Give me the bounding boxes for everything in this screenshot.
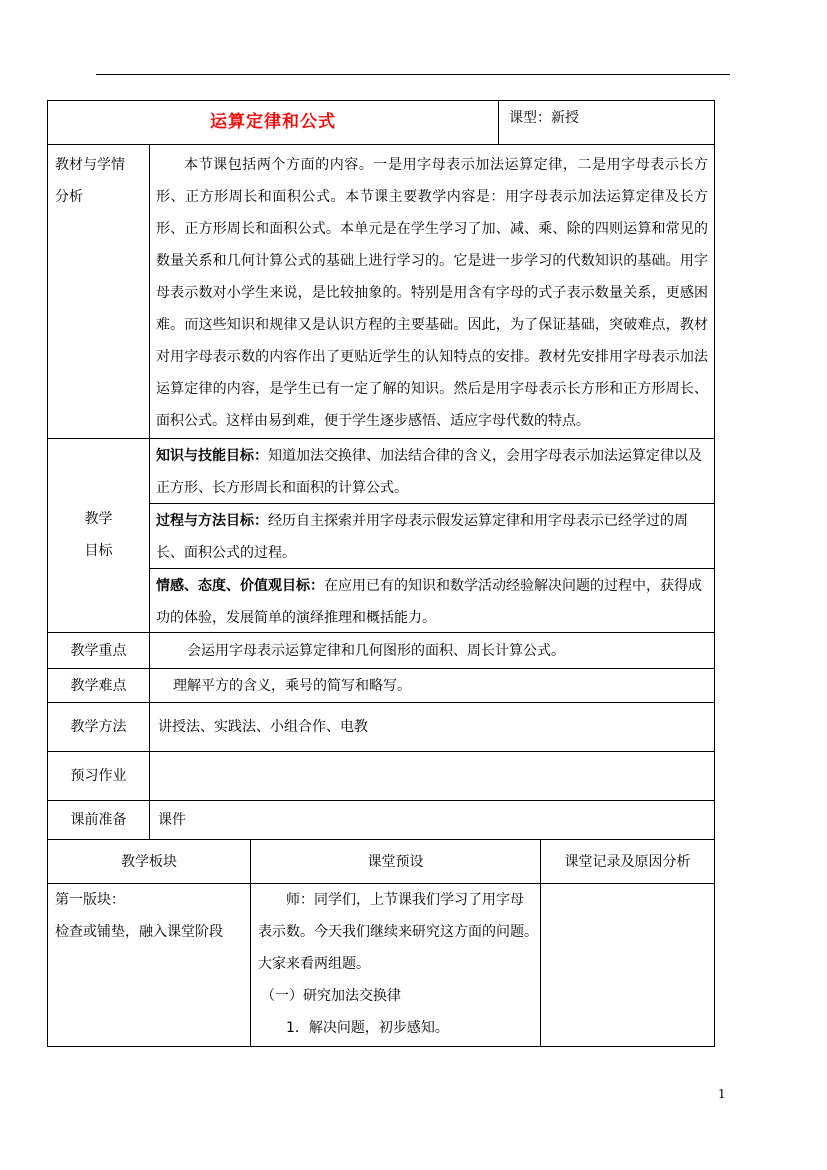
preview-label: 预习作业 (48, 751, 149, 800)
plan-block-cell (48, 883, 250, 1046)
header-rule (96, 74, 730, 75)
goal-knowledge-label: 知识与技能目标： (156, 448, 268, 464)
focus-text: 会运用字母表示运算定律和几何图形的面积、周长计算公式。 (149, 632, 714, 668)
goal-process (149, 503, 714, 568)
goals-label-line1: 教学 (84, 511, 113, 527)
goal-process-label: 过程与方法目标： (156, 513, 268, 529)
plan-line3: 大家来看两组题。 (258, 956, 370, 972)
analysis-label-line1: 教材与学情 (55, 157, 125, 173)
preview-text (149, 751, 714, 800)
analysis-label-line2: 分析 (55, 189, 83, 205)
prep-label: 课前准备 (48, 800, 149, 839)
plan-preset-cell (250, 883, 540, 1046)
lesson-plan-table (47, 100, 715, 1047)
course-type: 课型：新授 (498, 101, 714, 144)
goals-label (48, 438, 149, 632)
goals-label-line2: 目标 (84, 543, 113, 559)
plan-record-cell (540, 883, 714, 1046)
difficulty-label: 教学难点 (48, 668, 149, 702)
analysis-text: 本节课包括两个方面的内容。一是用字母表示加法运算定律，二是用字母表示长方形、正方形周长和面积公式。本节课主要教学内容是：用字母表示加法运算定律及长方形、正方形周长和面积公式。本单元是在学生学习了加、减、乘、除的四则运算和常见的数量关系和几何计算公式的基础上进行学习的。它是进一步学习的代数知识的基础。用字母表示数对小学生来说，是比较抽象的。特别是用含有字母的式子表示数量关系，更感困难。而这些知识和规律又是认识方程的主要基础。因此，为了保证基础，突破难点，教材对用字母表示数的内容作出了更贴近学生的认知特点的安排。教材先安排用字母表示加法运算定律的内容，是学生已有一定了解的知识。然后是用字母表示长方形和正方形周长、面积公式。这样由易到难，便于学生逐步感悟、适应字母代数的特点。 (149, 144, 714, 438)
plan-col2-header: 课堂预设 (250, 839, 540, 883)
plan-block-line1: 第一版块： (55, 892, 125, 908)
page-number: 1 (718, 1087, 726, 1101)
plan-line2: 表示数。今天我们继续来研究这方面的问题。 (258, 924, 538, 940)
focus-label: 教学重点 (48, 632, 149, 668)
goal-knowledge (149, 438, 714, 503)
prep-text: 课件 (149, 800, 714, 839)
plan-col3-header: 课堂记录及原因分析 (540, 839, 714, 883)
plan-line5: 1．解决问题，初步感知。 (286, 1020, 449, 1036)
plan-line4: （一）研究加法交换律 (261, 988, 401, 1004)
plan-line1: 师：同学们，上节课我们学习了用字母 (286, 892, 524, 908)
lesson-title: 运算定律和公式 (210, 112, 336, 132)
goal-emotion-text: 在应用已有的知识和数学活动经验解决问题的过程中，获得成功的体验，发展简单的演绎推理和概括能力。 (156, 578, 702, 626)
goal-emotion-label: 情感、态度、价值观目标： (156, 578, 324, 594)
difficulty-text: 理解平方的含义，乘号的简写和略写。 (149, 668, 714, 702)
goal-process-text: 经历自主探索并用字母表示假发运算定律和用字母表示已经学过的周长、面积公式的过程。 (156, 513, 688, 561)
method-label: 教学方法 (48, 702, 149, 751)
goal-knowledge-text: 知道加法交换律、加法结合律的含义，会用字母表示加法运算定律以及正方形、长方形周长和面积的计算公式。 (156, 448, 702, 496)
goal-emotion (149, 568, 714, 632)
analysis-label (48, 144, 149, 438)
method-text: 讲授法、实践法、小组合作、电教 (149, 702, 714, 751)
plan-block-line2: 检查或铺垫，融入课堂阶段 (55, 924, 223, 940)
plan-col1-header: 教学板块 (48, 839, 250, 883)
